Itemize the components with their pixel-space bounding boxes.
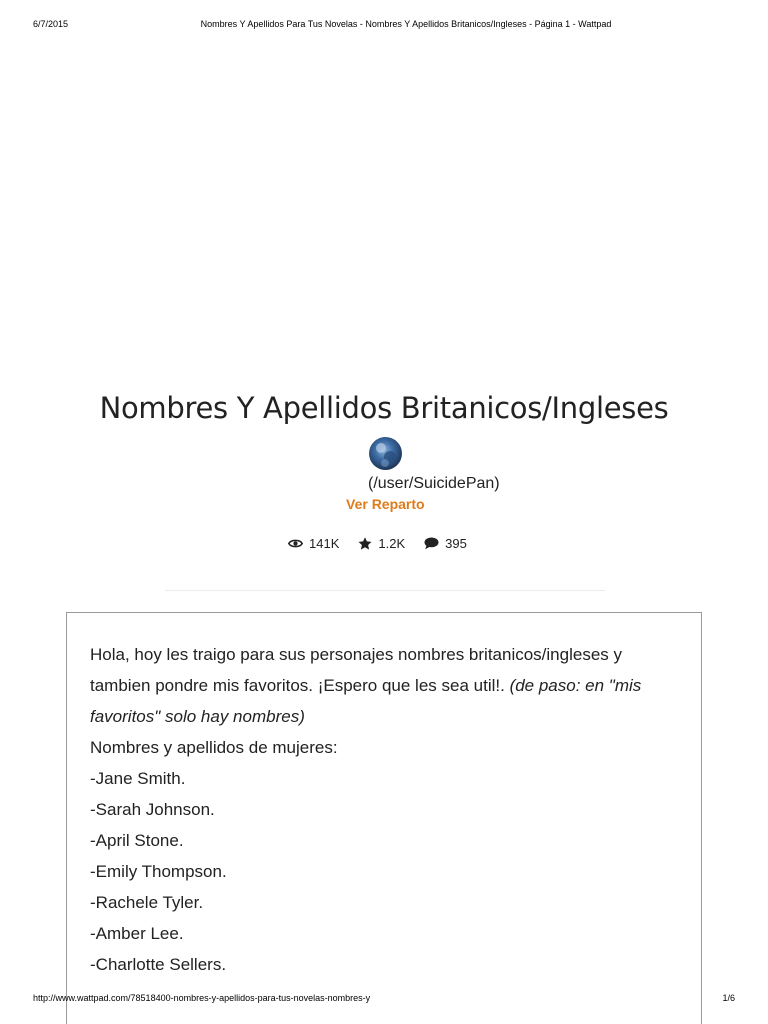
reads-count: 141K	[309, 536, 340, 551]
print-url: http://www.wattpad.com/78518400-nombres-y-apellidos-para-tus-novelas-nombres-y	[33, 993, 371, 1003]
name-item: -Charlotte Sellers.	[90, 955, 227, 974]
name-item: -Amber Lee.	[90, 924, 184, 943]
name-item: -Sarah Johnson.	[90, 800, 215, 819]
eye-icon	[288, 538, 303, 549]
header-divider	[165, 590, 605, 591]
speech-bubble-icon	[424, 537, 439, 550]
author-avatar[interactable]	[369, 437, 402, 470]
print-page-title: Nombres Y Apellidos Para Tus Novelas - Nombres Y Apellidos Britanicos/Ingleses - Página 1 - Wattpad	[200, 19, 612, 29]
author-profile-link[interactable]: (/user/SuicidePan)	[368, 475, 500, 492]
story-stats	[288, 536, 467, 551]
intro-note: (de paso: en "mis favoritos" solo hay nombres)	[90, 676, 642, 726]
comments-stat	[424, 536, 467, 551]
print-date: 6/7/2015	[33, 19, 69, 29]
name-item: -Rachele Tyler.	[90, 893, 204, 912]
comments-count: 395	[445, 536, 467, 551]
name-item: -April Stone.	[90, 831, 184, 850]
section-heading: Nombres y apellidos de mujeres:	[90, 738, 338, 757]
avatar-image	[369, 437, 402, 470]
star-icon	[358, 537, 372, 550]
reads-stat	[288, 536, 339, 551]
intro-paragraph	[90, 639, 670, 732]
name-item: -Jane Smith.	[90, 769, 186, 788]
view-cast-link[interactable]: Ver Reparto	[346, 496, 425, 512]
name-item: -Emily Thompson.	[90, 862, 227, 881]
votes-count: 1.2K	[378, 536, 406, 551]
intro-text: Hola, hoy les traigo para sus personajes nombres britanicos/ingleses y tambien pondre mis favoritos. ¡Espero que les sea util!.	[90, 645, 622, 695]
story-text	[90, 639, 670, 980]
story-title: Nombres Y Apellidos Britanicos/Ingleses	[99, 391, 669, 426]
print-page-number: 1/6	[722, 993, 735, 1003]
votes-stat	[358, 536, 405, 551]
